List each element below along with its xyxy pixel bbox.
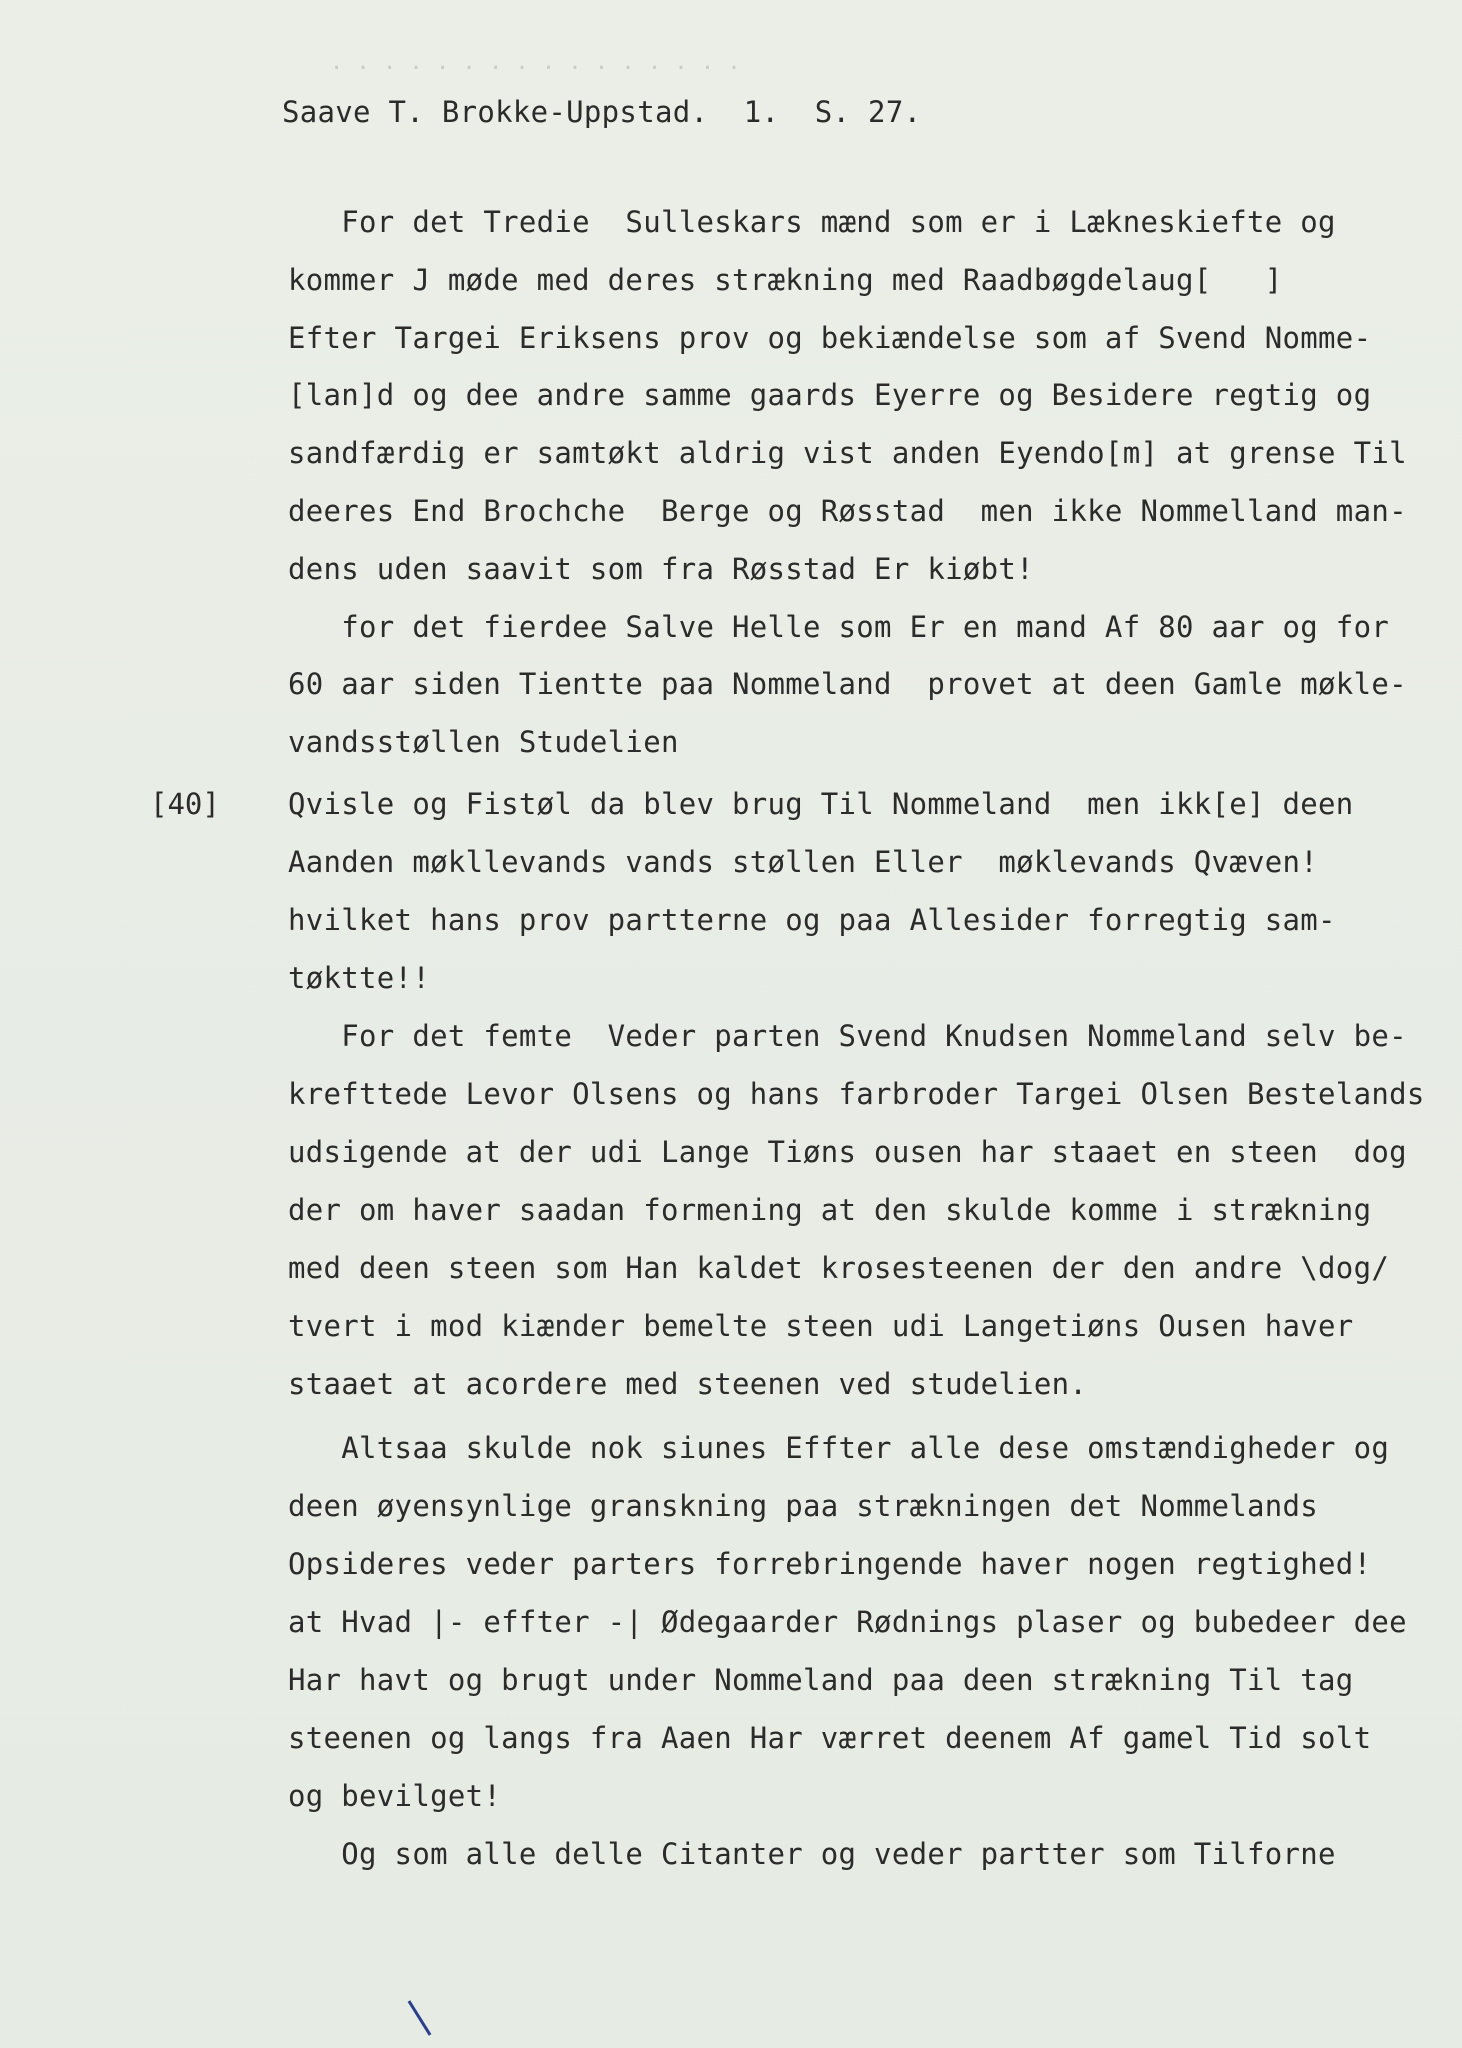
text-line: for det fierdee Salve Helle som Er en mand Af 80 aar og for (288, 610, 1390, 644)
text-line: Efter Targei Eriksens prov og bekiændelse som af Svend Nomme- (288, 321, 1372, 355)
text-line: [lan]d og dee andre samme gaards Eyerre og Besidere regtig og (288, 378, 1372, 412)
text-line: Opsideres veder parters forrebringende haver nogen regtighed! (288, 1547, 1372, 1581)
text-line: udsigende at der udi Lange Tiøns ousen har staaet en steen dog (288, 1135, 1407, 1169)
text-line: tvert i mod kiænder bemelte steen udi Langetiøns Ousen haver (288, 1309, 1354, 1343)
text-line: staaet at acordere med steenen ved studelien. (288, 1367, 1088, 1401)
text-line: Qvisle og Fistøl da blev brug Til Nommeland men ikk[e] deen (288, 787, 1354, 821)
text-line: hvilket hans prov partterne og paa Allesider forregtig sam- (288, 903, 1336, 937)
text-line: kommer J møde med deres strækning med Raadbøgdelaug[ ] (288, 263, 1283, 297)
text-line: dens uden saavit som fra Røsstad Er kiøbt! (288, 552, 1034, 586)
text-line: Har havt og brugt under Nommeland paa deen strækning Til tag (288, 1663, 1354, 1697)
text-line: at Hvad |- effter -| Ødegaarder Rødnings plaser og bubedeer dee (288, 1605, 1407, 1639)
text-line: og bevilget! (288, 1779, 502, 1813)
margin-page-number: [40] (150, 787, 220, 821)
text-line: Altsaa skulde nok siunes Effter alle dese omstændigheder og (288, 1431, 1390, 1465)
text-line: krefttede Levor Olsens og hans farbroder Targei Olsen Bestelands (288, 1077, 1425, 1111)
text-line: 60 aar siden Tientte paa Nommeland provet at deen Gamle møkle- (288, 667, 1407, 701)
text-line: For det femte Veder parten Svend Knudsen Nommeland selv be- (288, 1019, 1407, 1053)
text-line: sandfærdig er samtøkt aldrig vist anden Eyendo[m] at grense Til (288, 436, 1407, 470)
text-line: tøktte!! (288, 961, 431, 995)
text-line: der om haver saadan formening at den skulde komme i strækning (288, 1193, 1372, 1227)
text-line: Og som alle delle Citanter og veder partter som Tilforne (288, 1837, 1336, 1871)
text-line: deen øyensynlige granskning paa strækningen det Nommelands (288, 1489, 1319, 1523)
faint-header-text: . . . . . . . . . . . . . . . . (330, 50, 741, 75)
text-line: deeres End Brochche Berge og Røsstad men ikke Nommelland man- (288, 494, 1407, 528)
text-line: vandsstøllen Studelien (288, 725, 679, 759)
document-heading: Saave T. Brokke-Uppstad. 1. S. 27. (282, 95, 922, 129)
text-line: For det Tredie Sulleskars mænd som er i Lækneskiefte og (288, 205, 1336, 239)
text-line: Aanden møkllevands vands støllen Eller møklevands Qvæven! (288, 845, 1319, 879)
text-line: steenen og langs fra Aaen Har værret deenem Af gamel Tid solt (288, 1721, 1372, 1755)
pen-mark (408, 2000, 432, 2036)
text-line: med deen steen som Han kaldet krosesteenen der den andre \dog/ (288, 1251, 1390, 1285)
